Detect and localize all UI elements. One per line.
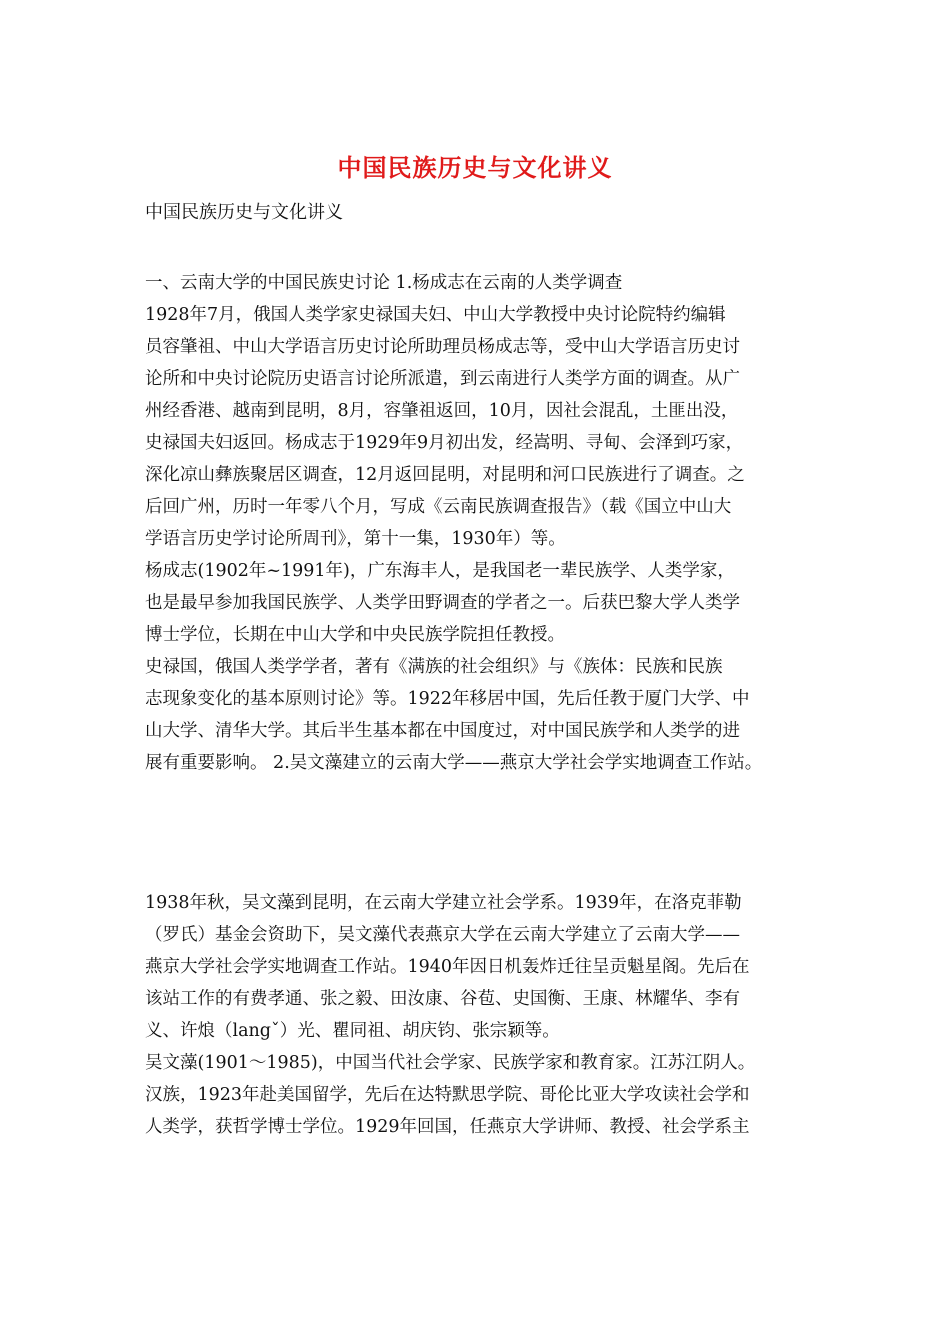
body-line: 吴文藻(1901～1985)，中国当代社会学家、民族学家和教育家。江苏江阴人。 [145, 1053, 756, 1073]
body-line: （罗氏）基金会资助下，吴文藻代表燕京大学在云南大学建立了云南大学—— [145, 925, 740, 945]
document-subtitle: 中国民族历史与文化讲义 [145, 202, 343, 223]
body-line: 州经香港、越南到昆明，8月，容肇祖返回，10月，因社会混乱，土匪出没， [145, 401, 739, 421]
document-title: 中国民族历史与文化讲义 [337, 153, 613, 182]
body-line: 员容肇祖、中山大学语言历史讨论所助理员杨成志等，受中山大学语言历史讨 [145, 337, 740, 357]
body-line: 汉族，1923年赴美国留学，先后在达特默思学院、哥伦比亚大学攻读社会学和 [145, 1085, 750, 1105]
body-line: 一、云南大学的中国民族史讨论 1.杨成志在云南的人类学调查 [145, 273, 623, 293]
body-line: 博士学位，长期在中山大学和中央民族学院担任教授。 [145, 625, 565, 645]
body-line: 深化凉山彝族聚居区调查，12月返回昆明，对昆明和河口民族进行了调查。之 [145, 465, 745, 485]
body-line: 论所和中央讨论院历史语言讨论所派遣，到云南进行人类学方面的调查。从广 [145, 369, 740, 389]
body-line: 1938年秋，吴文藻到昆明，在云南大学建立社会学系。1939年，在洛克菲勒 [145, 893, 742, 913]
body-line: 后回广州，历时一年零八个月，写成《云南民族调查报告》（载《国立中山大 [145, 497, 732, 517]
body-line: 该站工作的有费孝通、张之毅、田汝康、谷苞、史国衡、王康、林耀华、李有 [145, 989, 740, 1009]
body-line: 史禄国夫妇返回。杨成志于1929年9月初出发，经嵩明、寻甸、会泽到巧家， [145, 433, 744, 453]
body-line: 燕京大学社会学实地调查工作站。1940年因日机轰炸迁往呈贡魁星阁。先后在 [145, 957, 750, 977]
body-line: 1928年7月，俄国人类学家史禄国夫妇、中山大学教授中央讨论院特约编辑 [145, 305, 726, 325]
body-line: 学语言历史学讨论所周刊》，第十一集，1930年）等。 [145, 529, 566, 549]
body-line: 展有重要影响。 2.吴文藻建立的云南大学——燕京大学社会学实地调查工作站。 [145, 753, 763, 773]
body-line: 山大学、清华大学。其后半生基本都在中国度过，对中国民族学和人类学的进 [145, 721, 740, 741]
body-line: 义、许烺（langˇ）光、瞿同祖、胡庆钧、张宗颖等。 [145, 1021, 560, 1041]
body-line: 杨成志(1902年~1991年)，广东海丰人，是我国老一辈民族学、人类学家， [145, 561, 735, 581]
body-line: 也是最早参加我国民族学、人类学田野调查的学者之一。后获巴黎大学人类学 [145, 593, 740, 613]
body-line: 史禄国，俄国人类学学者，著有《满族的社会组织》与《族体：民族和民族 [145, 657, 723, 677]
body-line: 志现象变化的基本原则讨论》等。1922年移居中国，先后任教于厦门大学、中 [145, 689, 750, 709]
body-line: 人类学，获哲学博士学位。1929年回国，任燕京大学讲师、教授、社会学系主 [145, 1117, 750, 1137]
